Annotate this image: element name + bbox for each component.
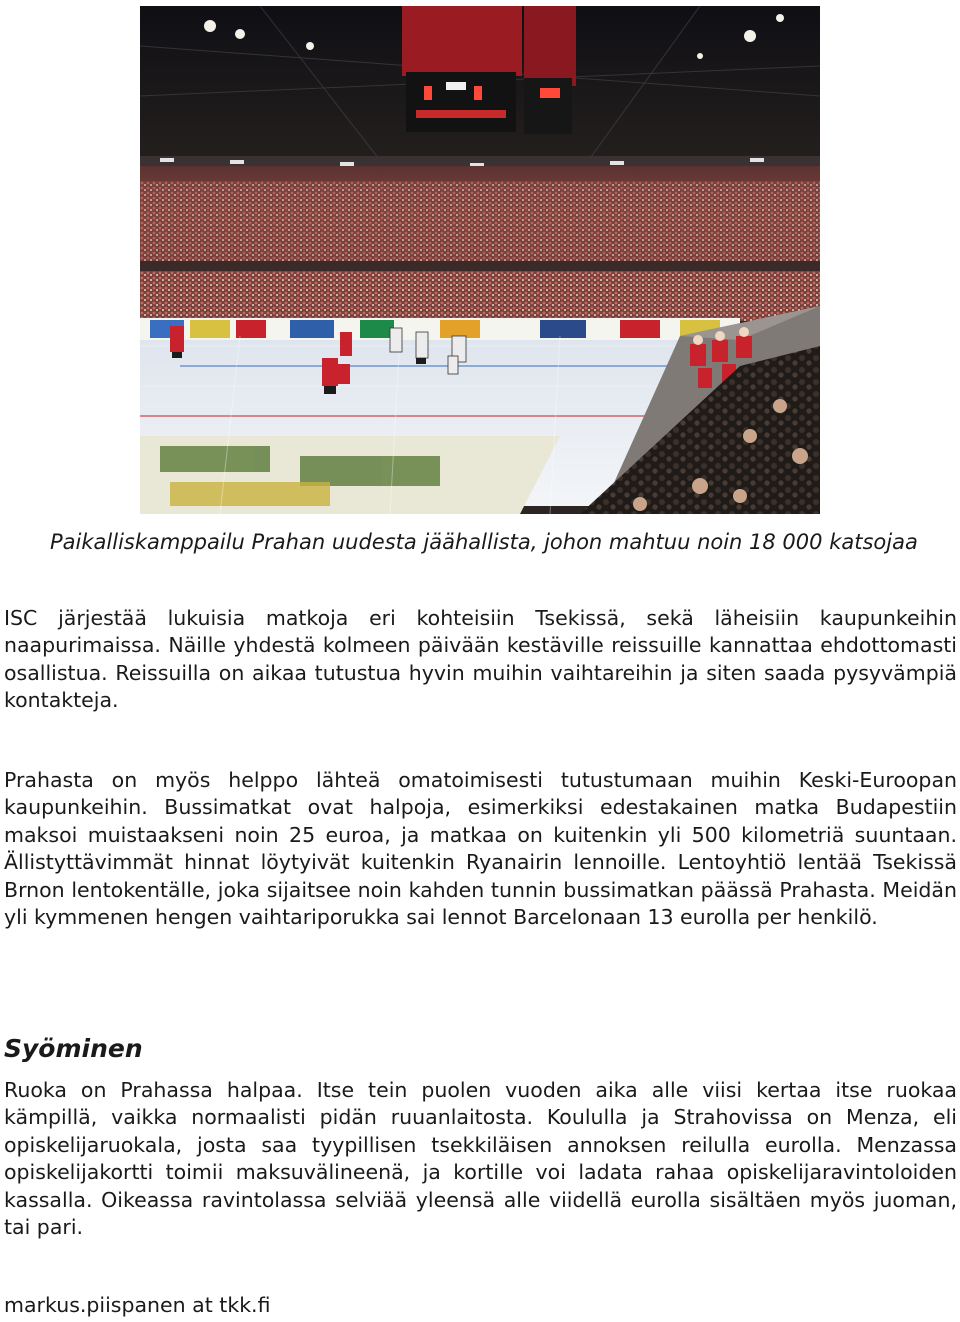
paragraph-food: Ruoka on Prahassa halpaa. Itse tein puolen vuoden aika alle viisi kertaa itse ruokaa kämpillä, vaikka normaalisti pidän ruuanlaitosta. Koululla ja Strahovissa on Menza, eli opiskelijaruokala, josta saa tyypillisen tsekkiläisen annoksen reilulla eurolla. Menzassa opiskelijakortti toimii maksuvälineenä, ja kortille voi ladata rahaa opiskelijaravintoloiden kassalla. Oikeassa ravintolassa selviää yleensä alle viidellä eurolla sisältäen myös juoman, tai pari. (4, 1078, 957, 1240)
section-heading: Syöminen (4, 1034, 143, 1063)
arena-photo (140, 6, 820, 514)
scoreboard (402, 6, 576, 134)
paragraph-travel: Prahasta on myös helppo lähteä omatoimisesti tutustumaan muihin Keski-Euroopan kaupunkeihin. Bussimatkat ovat halpoja, esimerkiksi edestakainen matka Budapestiin maksoi muistaakseni noin 25 euroa, ja matkaa on kuitenkin yli 500 kilometriä suuntaan. Ällistyttävimmät hinnat löytyivät kuitenkin Ryanairin lennoille. Lentoyhtiö lentää Tsekissä Brnon lentokentälle, joka sijaitsee noin kahden tunnin bussimatkan päässä Prahasta. Meidän yli kymmenen hengen vaihtariporukka sai lennot Barcelonaan 13 eurolla per henkilö. (4, 768, 957, 930)
contact-email: markus.piispanen at tkk.fi (4, 1293, 271, 1317)
paragraph-trips: ISC järjestää lukuisia matkoja eri kohteisiin Tsekissä, sekä läheisiin kaupunkeihin naapurimaissa. Näille yhdestä kolmeen päivään kestäville reissuille kannattaa ehdottomasti osallistua. Reissuilla on aikaa tutustua hyvin muihin vaihtareihin ja siten saada pysyvämpiä kontakteja. (4, 606, 957, 713)
photo-caption: Paikalliskamppailu Prahan uudesta jäähallista, johon mahtuu noin 18 000 katsojaa (50, 530, 918, 554)
